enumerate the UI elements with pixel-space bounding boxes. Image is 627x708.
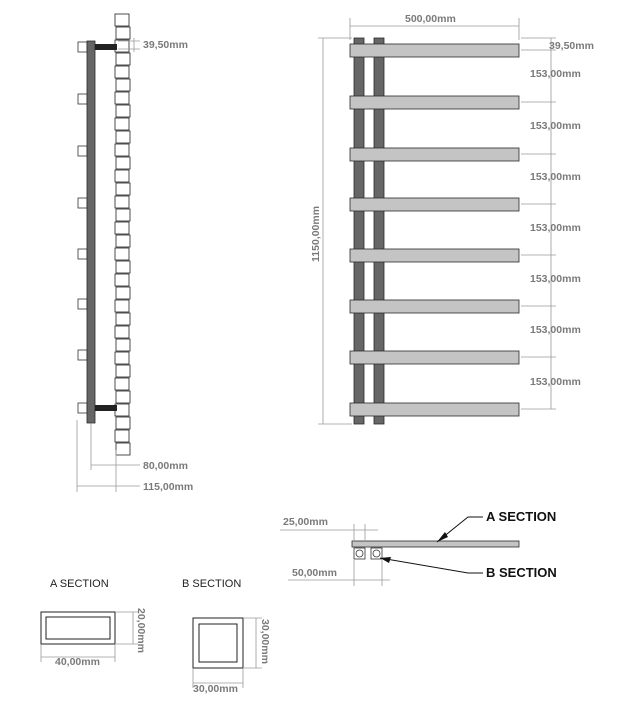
wall-tile [115,92,129,104]
section-b-height-label: 30,00mm [259,619,271,664]
wall-tile [116,27,130,39]
side-view [77,14,193,493]
wall-tile [116,443,130,455]
front-spacing-label: 153,00mm [530,376,581,388]
front-spacing-label: 153,00mm [530,171,581,183]
section-a-title: A SECTION [50,578,109,590]
front-horizontal-bar [350,249,519,262]
front-horizontal-bar [350,148,519,161]
wall-tile [116,391,130,403]
wall-tile [116,157,130,169]
wall-tile [116,105,130,117]
front-height-label: 1150,00mm [310,205,322,262]
front-horizontal-bar [350,403,519,416]
front-horizontal-bar [350,198,519,211]
wall-tile [116,79,130,91]
callout-a-section: A SECTION [486,509,557,524]
side-depth-label: 115,00mm [143,481,194,493]
side-offset-label: 39,50mm [143,39,188,51]
callout-b-section: B SECTION [486,565,557,580]
wall-tile [115,326,129,338]
front-spacing-label: 153,00mm [530,68,581,80]
wall-tile [115,40,129,52]
section-b-title: B SECTION [182,578,242,590]
section-a-height-label: 20,00mm [135,608,147,653]
side-bar-stub [78,403,87,413]
wall-tile [115,430,129,442]
wall-tile [116,287,130,299]
wall-tile [116,365,130,377]
section-a-inner [46,617,110,639]
front-horizontal-bar [350,96,519,109]
wall-tile [116,417,130,429]
wall-tile [116,235,130,247]
section-b-width-label: 30,00mm [193,683,238,695]
side-vertical-tube [87,41,95,423]
side-bar-stubs [78,42,87,413]
wall-tile [115,274,129,286]
wall-tile [115,170,129,182]
section-a [41,578,147,668]
wall-tiles [115,14,130,455]
wall-tile [115,222,129,234]
wall-tile [116,339,130,351]
front-view [310,13,594,424]
wall-tile [115,14,129,26]
side-bar-stub [78,299,87,309]
wall-tile [116,261,130,273]
side-bar-stub [78,198,87,208]
side-bar-stub [78,146,87,156]
wall-tile [115,300,129,312]
wall-tile [116,313,130,325]
front-spacing-label: 153,00mm [530,222,581,234]
side-bar-stub [78,94,87,104]
front-horizontal-bar [350,300,519,313]
wall-tile [116,209,130,221]
wall-tile [116,131,130,143]
side-bar-stub [78,249,87,259]
front-spacing-label: 153,00mm [530,120,581,132]
wall-tile [116,183,130,195]
side-gap-label: 80,00mm [143,460,188,472]
wall-tile [115,378,129,390]
detail-bar [352,541,519,547]
front-horizontal-bar [350,351,519,364]
wall-tile [115,352,129,364]
wall-tile [116,53,130,65]
wall-tile [115,248,129,260]
side-bracket-bottom [95,405,117,411]
front-width-label: 500,00mm [405,13,456,25]
section-b [182,578,271,695]
front-spacing-label: 153,00mm [530,324,581,336]
front-spacing-label: 153,00mm [530,273,581,285]
front-top-offset-label: 39,50mm [549,40,594,52]
side-bar-stub [78,42,87,52]
front-spacing-dims [521,38,581,409]
wall-tile [115,144,129,156]
wall-tile [115,118,129,130]
wall-tile [115,404,129,416]
front-horizontal-bar [350,44,519,57]
section-a-width-label: 40,00mm [55,656,100,668]
detail-view [280,509,557,586]
detail-spacing-b-label: 50,00mm [292,567,337,579]
section-b-inner [199,624,237,662]
wall-tile [115,196,129,208]
side-bracket-top [95,44,117,50]
side-bar-stub [78,350,87,360]
detail-spacing-a-label: 25,00mm [283,516,328,528]
wall-tile [115,66,129,78]
